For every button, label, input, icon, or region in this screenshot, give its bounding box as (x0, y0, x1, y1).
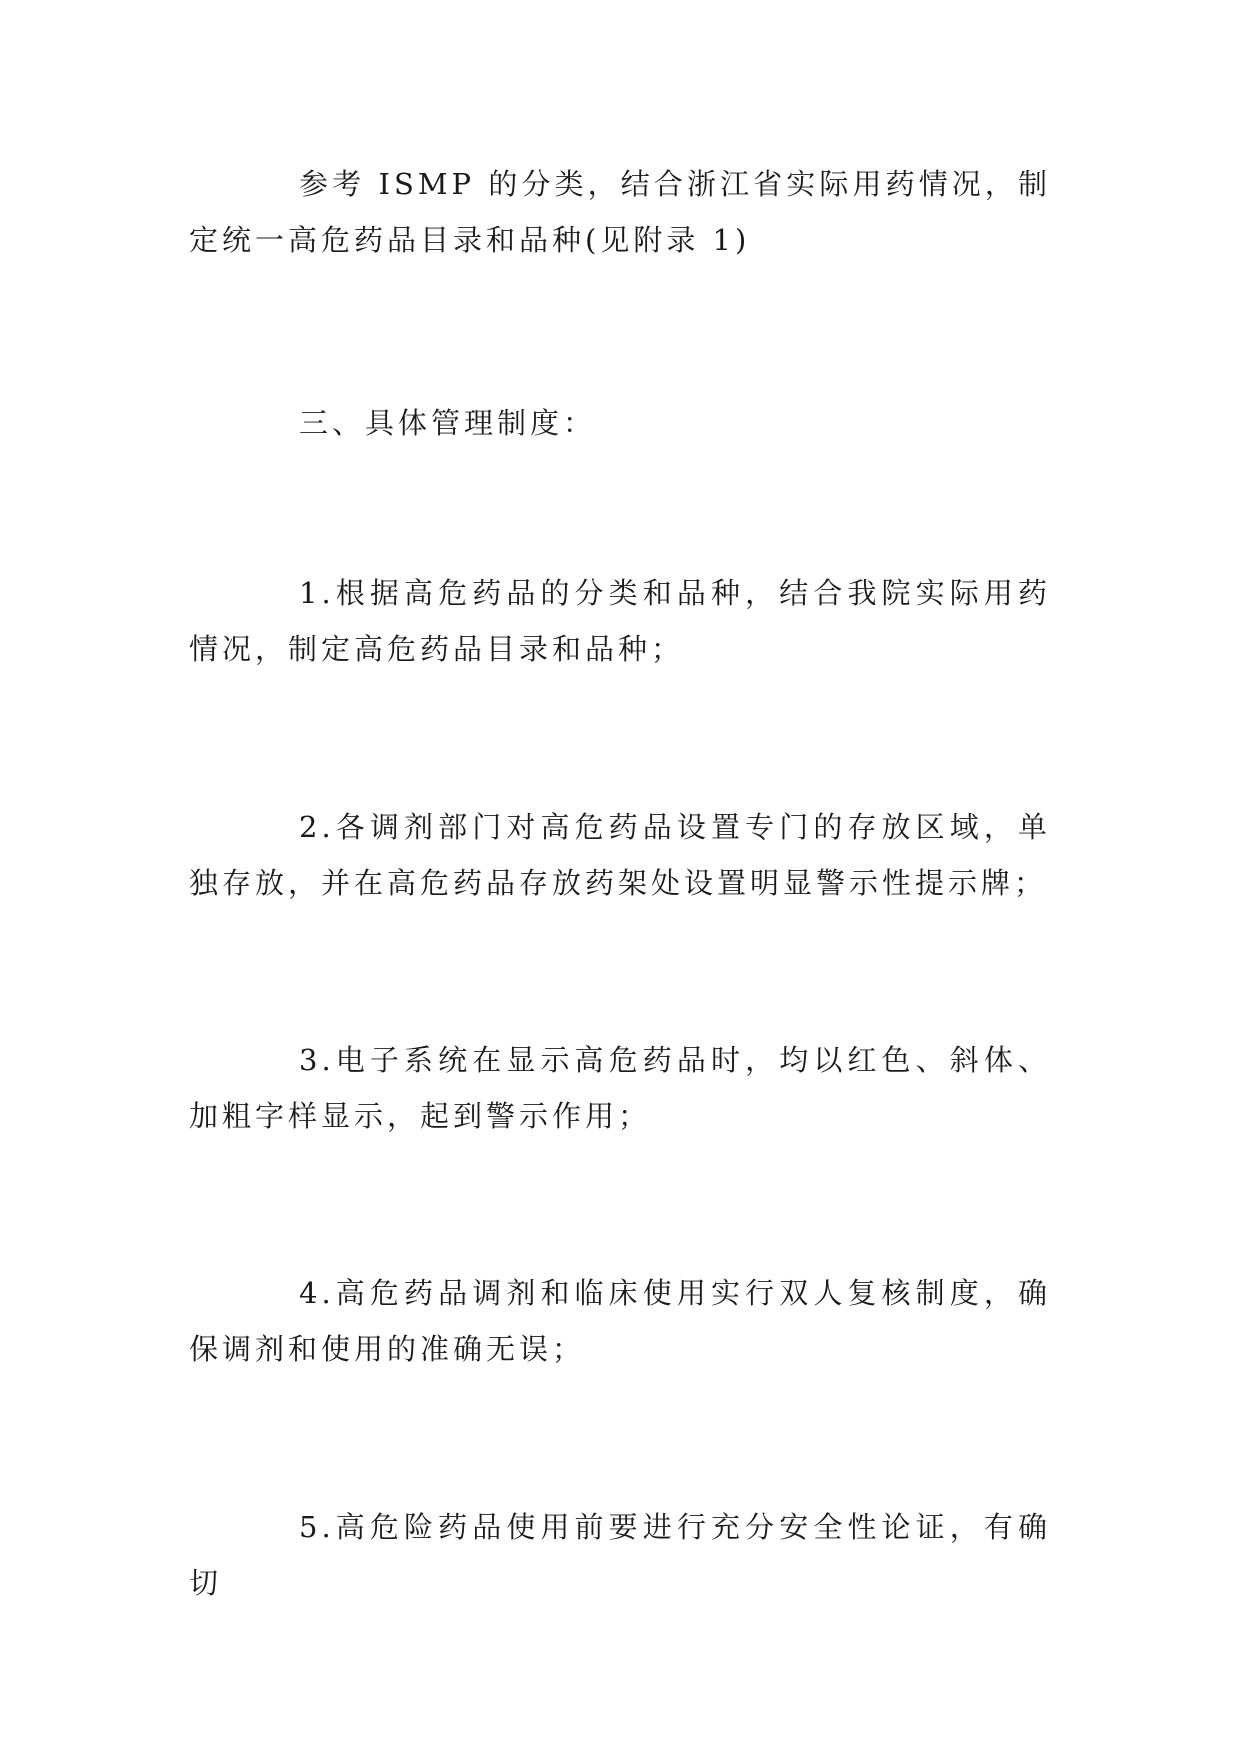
rule-item-2: 2.各调剂部门对高危药品设置专门的存放区域，单独存放，并在高危药品存放药架处设置明显警示性提示牌； (189, 810, 1051, 900)
paragraph-ismp-classification: 参考 ISMP 的分类，结合浙江省实际用药情况，制定统一高危药品目录和品种(见附录 1) (189, 167, 1051, 257)
rule-item-1: 1.根据高危药品的分类和品种，结合我院实际用药情况，制定高危药品目录和品种； (189, 576, 1051, 666)
rule-item-5: 5.高危险药品使用前要进行充分安全性论证，有确切 (189, 1510, 1051, 1600)
rule-item-3: 3.电子系统在显示高危药品时，均以红色、斜体、加粗字样显示，起到警示作用； (189, 1043, 1051, 1133)
section-heading-management-rules: 三、具体管理制度： (299, 406, 597, 440)
rule-item-4: 4.高危药品调剂和临床使用实行双人复核制度，确保调剂和使用的准确无误； (189, 1276, 1051, 1366)
